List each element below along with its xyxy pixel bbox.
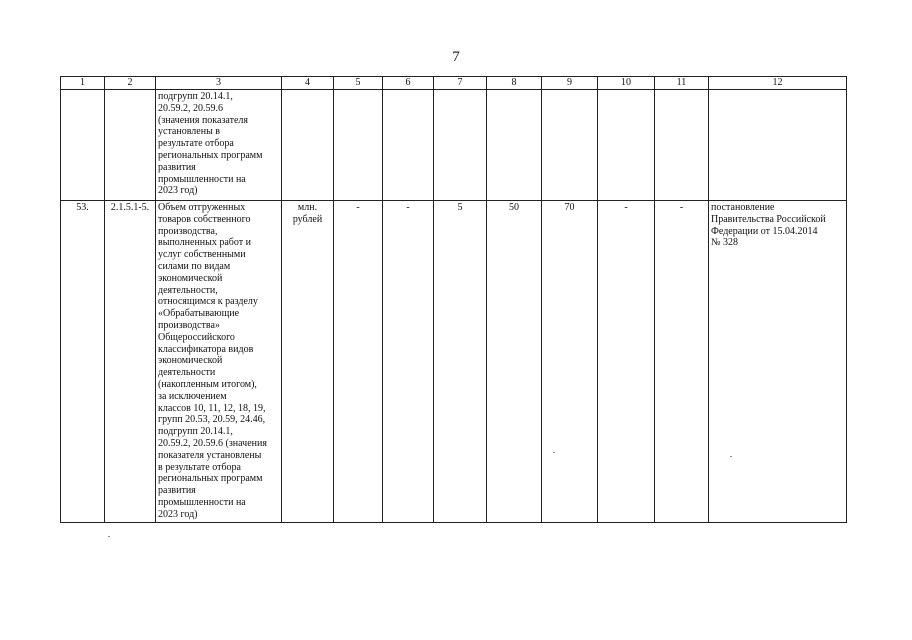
header-cell-3: 3 bbox=[156, 77, 282, 90]
header-cell-10: 10 bbox=[598, 77, 655, 90]
cell-col-9: 70 bbox=[542, 201, 598, 523]
cell-empty bbox=[598, 90, 655, 201]
page-number: 7 bbox=[452, 49, 460, 65]
cell-empty bbox=[334, 90, 383, 201]
scan-speck bbox=[108, 536, 110, 537]
cell-empty bbox=[655, 90, 709, 201]
cell-empty bbox=[105, 90, 156, 201]
cell-col-8: 50 bbox=[487, 201, 542, 523]
cell-unit bbox=[282, 201, 334, 523]
header-cell-1: 1 bbox=[61, 77, 105, 90]
cell-empty bbox=[383, 90, 434, 201]
cell-legal-basis bbox=[709, 201, 847, 523]
header-cell-8: 8 bbox=[487, 77, 542, 90]
cell-continuation-description bbox=[156, 90, 282, 201]
indicator-description-text: Объем отгруженных товаров собственного производства, выполненных работ и услуг собственными силами по видам экономической деятельности, относящимся к разделу «Обрабатывающие производства» Общероссийского классификатора видов экономической деятельности (накопленным итогом), за исключением классов 10, 11, 12, 18, 19, групп 20.53, 20.59, 24.46, подгрупп 20.14.1, 20.59.2, 20.59.6 (значения показателя установлены в результате отбора региональных программ развития промышленности на 2023 год) bbox=[158, 202, 267, 520]
cell-col-5: - bbox=[334, 201, 383, 523]
indicators-table bbox=[60, 76, 847, 523]
cell-empty bbox=[487, 90, 542, 201]
continuation-description-text: подгрупп 20.14.1, 20.59.2, 20.59.6 (значения показателя установлены в результате отбора региональных программ развития промышленности на 2023 год) bbox=[158, 91, 263, 197]
cell-indicator-description bbox=[156, 201, 282, 523]
cell-empty bbox=[542, 90, 598, 201]
legal-basis-text: постановление Правительства Российской Федерации от 15.04.2014 № 328 bbox=[711, 202, 826, 249]
header-cell-7: 7 bbox=[434, 77, 487, 90]
header-cell-5: 5 bbox=[334, 77, 383, 90]
unit-text: млн. рублей bbox=[292, 202, 323, 225]
cell-indicator-code: 2.1.5.1-5. bbox=[105, 201, 156, 523]
cell-row-number: 53. bbox=[61, 201, 105, 523]
header-cell-6: 6 bbox=[383, 77, 434, 90]
cell-empty bbox=[709, 90, 847, 201]
header-cell-12: 12 bbox=[709, 77, 847, 90]
scan-speck bbox=[553, 452, 555, 453]
cell-empty bbox=[434, 90, 487, 201]
header-cell-4: 4 bbox=[282, 77, 334, 90]
table-header-row bbox=[61, 77, 847, 90]
scan-speck bbox=[730, 456, 732, 457]
cell-col-10: - bbox=[598, 201, 655, 523]
header-cell-9: 9 bbox=[542, 77, 598, 90]
cell-col-6: - bbox=[383, 201, 434, 523]
cell-col-11: - bbox=[655, 201, 709, 523]
cell-col-7: 5 bbox=[434, 201, 487, 523]
cell-empty bbox=[282, 90, 334, 201]
table-row-53 bbox=[61, 201, 847, 523]
cell-empty bbox=[61, 90, 105, 201]
table-row-continuation bbox=[61, 90, 847, 201]
header-cell-2: 2 bbox=[105, 77, 156, 90]
header-cell-11: 11 bbox=[655, 77, 709, 90]
